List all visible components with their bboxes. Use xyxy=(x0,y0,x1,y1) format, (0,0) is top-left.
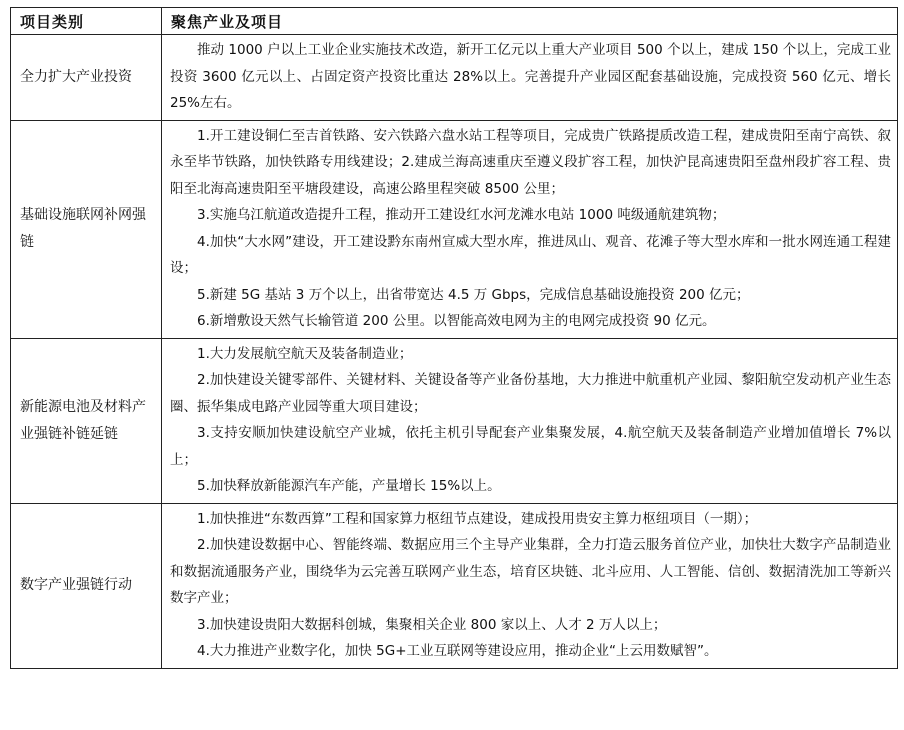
category-cell: 数字产业强链行动 xyxy=(11,503,162,668)
content-paragraph: 3.支持安顺加快建设航空产业城，依托主机引导配套产业集聚发展，4.航空航天及装备制造产业增加值增长 7%以上； xyxy=(170,425,891,468)
content-paragraph: 4.加快“大水网”建设，开工建设黔东南州宣威大型水库，推进凤山、观音、花滩子等大型水库和一批水网连通工程建设； xyxy=(170,233,891,276)
table-header-row xyxy=(11,8,898,35)
category-cell: 全力扩大产业投资 xyxy=(11,35,162,121)
content-paragraph: 2.加快建设数据中心、智能终端、数据应用三个主导产业集群，全力打造云服务首位产业，加快壮大数字产品制造业和数据流通服务产业，围绕华为云完善互联网产业生态，培育区块链、北斗应用、人工智能、信创、数据清洗加工等新兴数字产业； xyxy=(170,537,891,606)
content-paragraph: 3.加快建设贵阳大数据科创城，集聚相关企业 800 家以上、人才 2 万人以上； xyxy=(197,616,667,633)
content-paragraph: 1.大力发展航空航天及装备制造业； xyxy=(197,345,413,362)
content-paragraph: 4.大力推进产业数字化，加快 5G+工业互联网等建设应用，推动企业“上云用数赋智”。 xyxy=(197,643,718,659)
content-paragraph: 5.新建 5G 基站 3 万个以上，出省带宽达 4.5 万 Gbps，完成信息基础设施投资 200 亿元； xyxy=(197,286,750,303)
content-paragraph: 2.加快建设关键零部件、关键材料、关键设备等产业备份基地，大力推进中航重机产业园、黎阳航空发动机产业生态圈、振华集成电路产业园等重大项目建设； xyxy=(170,372,891,415)
project-table xyxy=(10,7,898,669)
content-paragraph: 1.开工建设铜仁至吉首铁路、安六铁路六盘水站工程等项目，完成贵广铁路提质改造工程，建成贵阳至南宁高铁、叙永至毕节铁路，加快铁路专用线建设；2.建成兰海高速重庆至遵义段扩容工程，加快沪昆高速贵阳至盘州段扩容工程、贵阳至北海高速贵阳至平塘段建设，高速公路里程突破 8500 公里； xyxy=(170,127,891,197)
table-row xyxy=(11,35,898,121)
table-row xyxy=(11,503,898,668)
content-cell xyxy=(162,503,898,668)
content-cell xyxy=(162,338,898,503)
table-row xyxy=(11,120,898,338)
content-paragraph: 3.实施乌江航道改造提升工程，推动开工建设红水河龙滩水电站 1000 吨级通航建筑物； xyxy=(197,207,726,223)
category-cell: 基础设施联网补网强链 xyxy=(11,120,162,338)
content-paragraph: 推动 1000 户以上工业企业实施技术改造，新开工亿元以上重大产业项目 500 个以上，建成 150 个以上，完成工业投资 3600 亿元以上、占固定资产投资比重达 28%以上。完善提升产业园区配套基础设施，完成投资 560 亿元、增长 25%左右。 xyxy=(170,42,891,111)
content-paragraph: 1.加快推进“东数西算”工程和国家算力枢纽节点建设，建成投用贵安主算力枢纽项目（一期）； xyxy=(197,510,758,527)
content-paragraph: 5.加快释放新能源汽车产能，产量增长 15%以上。 xyxy=(197,478,501,494)
header-category: 项目类别 xyxy=(11,8,162,35)
header-focus-projects: 聚焦产业及项目 xyxy=(162,8,898,35)
table-row xyxy=(11,338,898,503)
content-cell xyxy=(162,120,898,338)
content-cell xyxy=(162,35,898,121)
category-cell: 新能源电池及材料产业强链补链延链 xyxy=(11,338,162,503)
content-paragraph: 6.新增敷设天然气长输管道 200 公里。以智能高效电网为主的电网完成投资 90 亿元。 xyxy=(197,313,716,329)
